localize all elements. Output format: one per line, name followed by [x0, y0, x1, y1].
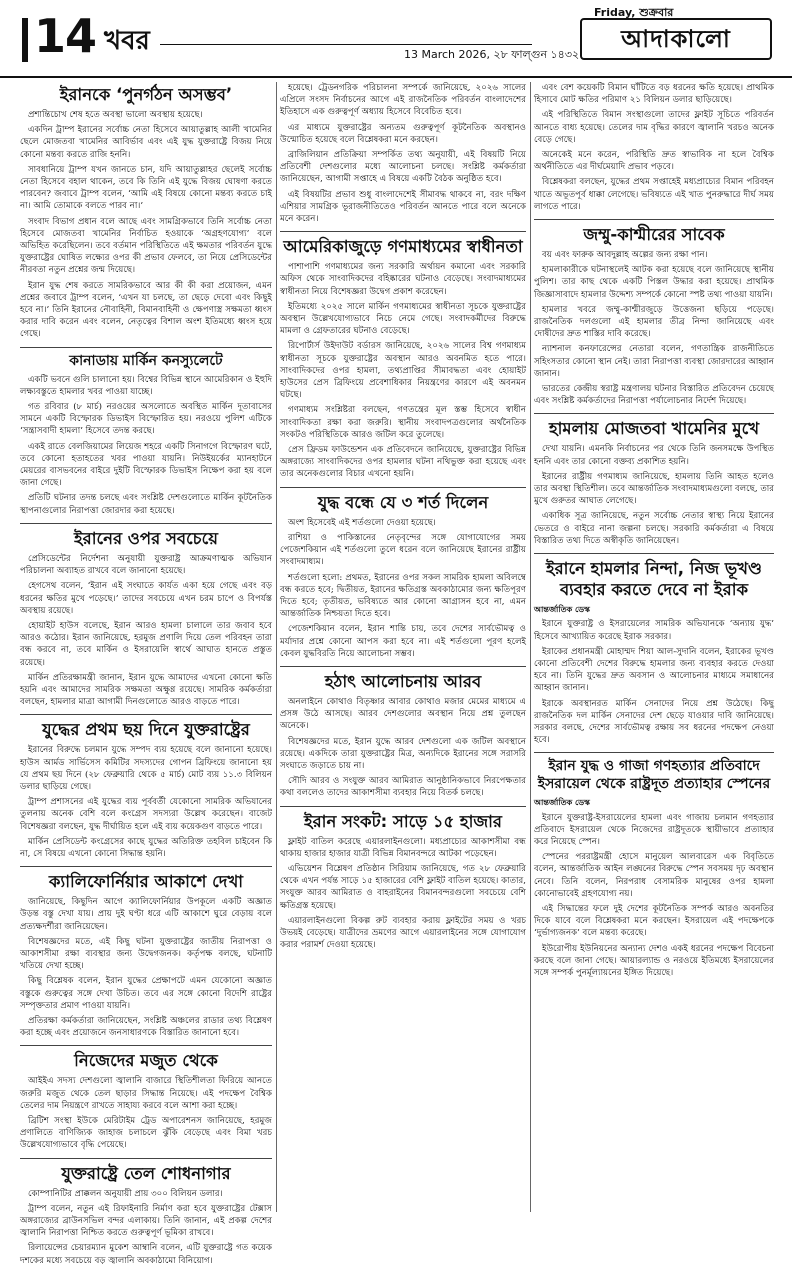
story-paragraph: আইইএ সদস্য দেশগুলো জ্বালানি বাজারে স্থিতিশীলতা ফিরিয়ে আনতে জরুরি মজুত থেকে তেল ছাড়ার সিদ্ধান্ত নিয়েছে। এই পদক্ষেপ বৈশ্বিক তেলের দাম নিয়ন্ত্রণে রাখতে সাহায্য করবে বলে আশা করা হচ্ছে।	[20, 1076, 272, 1111]
newspaper-logo	[580, 18, 772, 60]
news-story	[534, 553, 774, 746]
news-story	[20, 523, 272, 708]
logo-text: আদাকালো	[621, 25, 731, 53]
story-paragraph: ট্রাম্প বলেন, নতুন এই রিফাইনারি নির্মাণ করা হবে যুক্তরাষ্ট্রের টেক্সাস অঙ্গরাজ্যের ব্রাউনসভিল বন্দর এলাকায়। তিনি জানান, এই প্রকল্প দেশের জ্বালানি নিরাপত্তা নিশ্চিত করতে গুরুত্বপূর্ণ ভূমিকা রাখবে।	[20, 1203, 272, 1239]
story-paragraph: এভিয়েশন বিশ্লেষণ প্রতিষ্ঠান সিরিয়াম জানিয়েছে, গত ২৮ ফেব্রুয়ারি থেকে এখন পর্যন্ত সাড়ে ১৫ হাজারের বেশি ফ্লাইট বাতিল হয়েছে। কাতার, সংযুক্ত আরব আমিরাত ও বাহরাইনের বিমানবন্দরগুলো সবচেয়ে বেশি ক্ষতিগ্রস্ত হয়েছে।	[280, 863, 526, 911]
news-story	[280, 231, 526, 480]
story-paragraph: প্রশান্তিচোখ শেষ হতে অবস্থা ভালো অবস্থায় হয়েছে।	[28, 110, 203, 120]
story-paragraph: ন্যাশনাল কনফারেন্সের নেতারা বলেন, গণতান্ত্রিক রাজনীতিতে সহিংসতার কোনো স্থান নেই। তারা নিরাপত্তা ব্যবস্থা জোরদারের আহ্বান জানান।	[534, 344, 774, 379]
story-paragraph: হামলাকারীকে ঘটনাস্থলেই আটক করা হয়েছে বলে জানিয়েছে স্থানীয় পুলিশ। তার কাছ থেকে একটি পিস্তল উদ্ধার করা হয়েছে। প্রাথমিক জিজ্ঞাসাবাদে হামলার উদ্দেশ্য সম্পর্কে কোনো স্পষ্ট তথ্য পাওয়া যায়নি।	[534, 265, 774, 300]
news-story	[280, 806, 526, 952]
story-headline[interactable]: কানাডায় মার্কিন কনস্যুলেটে	[20, 347, 272, 370]
story-paragraph: এই পরিস্থিতিতে বিমান সংস্থাগুলো তাদের ফ্লাইট সূচিতে পরিবর্তন আনতে বাধ্য হয়েছে। তেলের দাম বৃদ্ধির কারণে জ্বালানি খরচও অনেক বেড়ে গেছে।	[534, 110, 774, 145]
story-paragraph: এই বিষয়টির প্রভাব শুধু বাংলাদেশেই সীমাবদ্ধ থাকবে না, বরং দক্ষিণ এশিয়ার সামগ্রিক ভূরাজনীতিতেও পরিবর্তন আনতে পারে বলে অনেকে মনে করেন।	[280, 189, 526, 225]
story-byline: আন্তর্জাতিক ডেস্ক	[534, 798, 590, 808]
story-paragraph: প্রতিটি ঘটনার তদন্ত চলছে এবং সংশ্লিষ্ট দেশগুলোতে মার্কিন কূটনৈতিক স্থাপনাগুলোর নিরাপত্তা জোরদার করা হয়েছে।	[20, 493, 272, 516]
story-paragraph: এই সিদ্ধান্তের ফলে দুই দেশের কূটনৈতিক সম্পর্ক আরও অবনতির দিকে যাবে বলে বিশ্লেষকরা মনে করছেন। ইসরায়েল এই পদক্ষেপকে ‘দুর্ভাগ্যজনক’ বলে মন্তব্য করেছে।	[534, 903, 774, 939]
story-paragraph: ইরানে যুক্তরাষ্ট্র-ইসরায়েলের হামলা এবং গাজায় চলমান গণহত্যার প্রতিবাদে ইসরায়েল থেকে নিজেদের রাষ্ট্রদূতকে স্থায়ীভাবে প্রত্যাহার করে নিয়েছে স্পেন।	[534, 812, 774, 847]
story-paragraph: ভারতের কেন্দ্রীয় স্বরাষ্ট্র মন্ত্রণালয় ঘটনার বিস্তারিত প্রতিবেদন চেয়েছে এবং সংশ্লিষ্ট কর্মকর্তাদের নিরাপত্তা পর্যালোচনার নির্দেশ দিয়েছে।	[534, 384, 774, 407]
column-2	[280, 82, 526, 1212]
section-name: খবর	[104, 26, 150, 56]
story-paragraph: হেগসেথ বলেন, ‘ইরান এই সংঘাতে কার্যত একা হয়ে গেছে এবং বড় ধরনের ক্ষতির মুখে পড়েছে।’ তাদের সবচেয়ে এখন চরম চাপে ও বিপর্যস্ত অবস্থায় রয়েছে।	[20, 581, 272, 616]
story-headline[interactable]: হঠাৎ আলোচনায় আরব	[280, 666, 526, 692]
dateline: 13 March 2026, ২৮ ফাল্গুন ১৪৩২	[404, 48, 580, 61]
story-paragraph: এয়ারলাইনগুলো বিকল্প রুট ব্যবহার করায় ফ্লাইটের সময় ও খরচ উভয়ই বেড়েছে। যাত্রীদের ভ্রমণের আগে এয়ারলাইনের সঙ্গে যোগাযোগ করার পরামর্শ দেওয়া হয়েছে।	[280, 915, 526, 951]
column-divider	[276, 82, 277, 1212]
story-paragraph: একাধিক সূত্র জানিয়েছে, নতুন সর্বোচ্চ নেতার স্বাস্থ্য নিয়ে ইরানের ভেতরে ও বাইরে নানা জল্পনা চলছে। সরকারি কর্মকর্তারা এ বিষয়ে বিস্তারিত তথ্য দিতে অস্বীকৃতি জানিয়েছেন।	[534, 511, 774, 546]
story-paragraph: একদিন ট্রাম্প ইরানের সর্বোচ্চ নেতা হিসেবে আয়াতুল্লাহ আলী খামেনির ছেলে মোজতবা খামেনির আবির্ভাব এবং এই যুদ্ধ যুক্তরাষ্ট্রে বিজয় নিয়ে কোনো মন্তব্য করতে রাজি হননি।	[20, 125, 272, 160]
story-paragraph: ট্রাম্প প্রশাসনের এই যুদ্ধের ব্যয় পূর্ববর্তী যেকোনো সামরিক অভিযানের তুলনায় অনেক বেশি বলে কংগ্রেস সদস্যরা উল্লেখ করেছেন। বাজেট বিশেষজ্ঞরা বলছেন, যুদ্ধ দীর্ঘায়িত হলে এই ব্যয় কয়েকগুণ বাড়তে পারে।	[20, 797, 272, 832]
news-story	[280, 82, 526, 225]
story-paragraph: ফ্লাইট বাতিল করেছে এয়ারলাইনগুলো। মধ্যপ্রাচ্যের আকাশসীমা বন্ধ থাকায় হাজার হাজার যাত্রী বিভিন্ন বিমানবন্দরে আটকা পড়েছেন।	[280, 836, 526, 859]
story-headline[interactable]: ইরানকে ‘পুনর্গঠন অসম্ভব’	[59, 85, 233, 104]
story-paragraph: স্পেনের পররাষ্ট্রমন্ত্রী হোসে মানুয়েল আলবারেস এক বিবৃতিতে বলেন, আন্তর্জাতিক আইন লঙ্ঘনের বিরুদ্ধে স্পেন সবসময় দৃঢ় অবস্থান নেবে। তিনি বলেন, নিরপরাধ বেসামরিক মানুষের ওপর হামলা কোনোভাবেই গ্রহণযোগ্য নয়।	[534, 852, 774, 899]
story-headline[interactable]: নিজেদের মজুত থেকে	[20, 1045, 272, 1071]
story-paragraph: প্রেস ফ্রিডম ফাউন্ডেশন এক প্রতিবেদনে জানিয়েছে, যুক্তরাষ্ট্রের বিভিন্ন অঙ্গরাজ্যে সাংবাদিকদের ওপর হামলার ঘটনা নথিভুক্ত করা হয়েছে এবং তার অনেকগুলোর বিচার এখনো হয়নি।	[280, 445, 526, 480]
story-paragraph: ইরাকের প্রধানমন্ত্রী মোহাম্মদ শিয়া আল-সুদানি বলেন, ইরাকের ভূখণ্ড কোনো প্রতিবেশী দেশের বিরুদ্ধে হামলার জন্য ব্যবহার করতে দেওয়া হবে না। তিনি যুদ্ধের দ্রুত অবসান ও আলোচনার মাধ্যমে সমাধানের আহ্বান জানান।	[534, 646, 774, 694]
story-paragraph: পেজেশকিয়ান বলেন, ইরান শান্তি চায়, তবে দেশের সার্বভৌমত্ব ও মর্যাদার প্রশ্নে কোনো আপস করা হবে না। এই শর্তগুলো পূরণ হলেই কেবল যুদ্ধবিরতি নিয়ে আলোচনা সম্ভব।	[280, 624, 526, 659]
story-headline[interactable]: যুদ্ধের প্রথম ছয় দিনে যুক্তরাষ্ট্রের	[20, 714, 272, 740]
story-headline[interactable]: যুক্তরাষ্ট্রে তেল শোধনাগার	[20, 1158, 272, 1184]
story-headline[interactable]: হামলায় মোজতবা খামেনির মুখে	[534, 413, 774, 439]
news-story	[20, 347, 272, 517]
story-headline[interactable]: ইরান যুদ্ধ ও গাজা গণহত্যার প্রতিবাদে ইসরায়েল থেকে রাষ্ট্রদূত প্রত্যাহার স্পেনের	[534, 752, 774, 793]
story-headline[interactable]: জম্মু-কাশ্মীরের সাবেক	[534, 219, 774, 245]
story-paragraph: ইরানের রাষ্ট্রীয় গণমাধ্যম জানিয়েছে, হামলায় তিনি আহত হলেও তার অবস্থা স্থিতিশীল। তবে আন্তর্জাতিক সংবাদমাধ্যমগুলো বলছে, তার মুখে গুরুতর আঘাত লেগেছে।	[534, 471, 774, 507]
story-paragraph: ইউরোপীয় ইউনিয়নের অন্যান্য দেশও একই ধরনের পদক্ষেপ বিবেচনা করছে বলে জানা গেছে। আয়ারল্যান্ড ও নরওয়ে ইতিমধ্যে ইসরায়েলের সঙ্গে সম্পর্ক পুনর্মূল্যায়নের ইঙ্গিত দিয়েছে।	[534, 943, 774, 978]
story-paragraph: ইরান যুদ্ধ শেষ করতে সামরিকভাবে আর কী কী করা প্রয়োজন, এমন প্রশ্নের জবাবে ট্রাম্প বলেন, ‘এখন যা চলছে, তা ছেড়ে দেবো এবং কিছুই হবে না।’ তিনি ইরানের নৌবাহিনী, বিমানবাহিনী ও ক্ষেপণাস্ত্র সক্ষমতা ধ্বংস করার দাবি করেন এবং বলেন, নেতৃত্বের বিশাল অংশ ইতিমধ্যে ধ্বংস হয়ে গেছে।	[20, 280, 272, 340]
news-story	[534, 752, 774, 979]
story-paragraph: হামলার খবরে জম্মু-কাশ্মীরজুড়ে উত্তেজনা ছড়িয়ে পড়েছে। রাজনৈতিক দলগুলো এই হামলার তীব্র নিন্দা জানিয়েছে এবং দোষীদের দ্রুত শাস্তির দাবি করেছে।	[534, 304, 774, 340]
story-paragraph: প্রেসিডেন্টের নির্দেশনা অনুযায়ী যুক্তরাষ্ট্র আক্রমণাত্মক অভিযান পরিচালনা অব্যাহত রাখবে বলে জানানো হয়েছে।	[20, 553, 272, 577]
page-number: 14	[34, 9, 97, 63]
story-paragraph: গণমাধ্যম সংশ্লিষ্টরা বলছেন, গণতন্ত্রের মূল স্তম্ভ হিসেবে স্বাধীন সাংবাদিকতা রক্ষা করা জরুরি। স্থানীয় সংবাদপত্রগুলোর অর্থনৈতিক সংকটও পরিস্থিতিকে আরও জটিল করে তুলেছে।	[280, 405, 526, 440]
page-number-bar	[22, 18, 28, 62]
story-paragraph: কোম্পানিটির প্রাক্কলন অনুযায়ী প্রায় ৩০০ বিলিয়ন ডলার।	[28, 1188, 223, 1199]
news-story	[20, 866, 272, 1039]
story-paragraph: শর্তগুলো হলো: প্রথমত, ইরানের ওপর সকল সামরিক হামলা অবিলম্বে বন্ধ করতে হবে; দ্বিতীয়ত, ইরানের ক্ষতিগ্রস্ত অবকাঠামোর জন্য ক্ষতিপূরণ দিতে হবে; তৃতীয়ত, ভবিষ্যতে আর কোনো আগ্রাসন হবে না, এমন আন্তর্জাতিক নিশ্চয়তা দিতে হবে।	[280, 572, 526, 620]
column-divider	[530, 82, 531, 1212]
column-3	[534, 82, 774, 1212]
masthead	[0, 0, 792, 78]
story-paragraph: জানিয়েছে, কিছুদিন আগে ক্যালিফোর্নিয়ার উপকূলে একটি অজ্ঞাত উড়ন্ত বস্তু দেখা যায়। প্রায় দুই ঘণ্টা ধরে এটি আকাশে ঘুরে বেড়ায় বলে প্রত্যক্ষদর্শীরা জানিয়েছেন।	[20, 897, 272, 932]
story-paragraph: ইরাকে অবস্থানরত মার্কিন সেনাদের নিয়ে প্রশ্ন উঠেছে। কিছু রাজনৈতিক দল মার্কিন সেনাদের দেশ ছেড়ে যাওয়ার দাবি জানিয়েছে। সরকার বলছে, দেশের সার্বভৌমত্ব রক্ষায় সব ধরনের পদক্ষেপ নেওয়া হবে।	[534, 698, 774, 746]
column-1	[20, 82, 272, 1266]
story-paragraph: বিশ্লেষকরা বলছেন, যুদ্ধের প্রথম সপ্তাহেই মধ্যপ্রাচ্যের বিমান পরিবহন খাতে অভূতপূর্ব ধাক্কা লেগেছে। ভবিষ্যতে এই খাত পুনরুদ্ধারে দীর্ঘ সময় লাগতে পারে।	[534, 177, 774, 212]
story-paragraph: রাশিয়া ও পাকিস্তানের নেতৃবৃন্দের সঙ্গে যোগাযোগের সময় পেজেশকিয়ান এই শর্তগুলো তুলে ধরেন বলে জানিয়েছে ইরানের রাষ্ট্রীয় সংবাদমাধ্যম।	[280, 532, 526, 568]
story-paragraph: একই রাতে বেলজিয়ামের লিয়েজ শহরে একটি সিনাগগে বিস্ফোরণ ঘটে, তবে কোনো হতাহতের খবর পাওয়া যায়নি। নিউইয়র্কের ম্যানহাটনে মেয়রের বাসভবনের বাইরে দুইটি বিস্ফোরক ডিভাইস নিক্ষেপ করা হয় বলে জানা গেছে।	[20, 441, 272, 489]
page-number-block	[22, 8, 96, 64]
story-paragraph: কিছু বিশ্লেষক বলেন, ইরান যুদ্ধের প্রেক্ষাপটে এমন যেকোনো অজ্ঞাত বস্তুকে গুরুত্বের সঙ্গে দেখা উচিত। তবে এর সঙ্গে কোনো বিদেশি রাষ্ট্রের সম্পৃক্ততার প্রমাণ পাওয়া যায়নি।	[20, 976, 272, 1011]
story-paragraph: সাবধানিয়ে ট্রাম্প যখন জানতে চান, যদি আয়াতুল্লাহর ছেলেই সর্বোচ্চ নেতা হিসেবে বহাল থাকেন, তবে কি তিনি এই যুদ্ধে বিজয় ঘোষণা করতে পারবেন? জবাবে ট্রাম্প বলেন, ‘আমি এই বিষয়ে কোনো মন্তব্য করতে চাই না। আমি তোমাকে বলতে পারব না।’	[20, 164, 272, 212]
story-paragraph: ব্রাজিলিয়ান প্রতিক্রিয়া সম্পর্কিত তথ্য অনুযায়ী, এই বিষয়টি নিয়ে প্রতিবেশী দেশগুলোর মধ্যে আলোচনা চলছে। সংশ্লিষ্ট কর্মকর্তারা জানিয়েছেন, আগামী সপ্তাহে এ বিষয়ে একটি বৈঠক অনুষ্ঠিত হবে।	[280, 150, 526, 185]
story-paragraph: ইতিমধ্যে ২০২৫ সালে মার্কিন গণমাধ্যমের স্বাধীনতা সূচকে যুক্তরাষ্ট্রের অবস্থান উল্লেখযোগ্যভাবে নিচে নেমে গেছে। সংবাদকর্মীদের বিরুদ্ধে মামলা ও গ্রেফতারের ঘটনাও বেড়েছে।	[280, 301, 526, 337]
news-story	[20, 714, 272, 860]
story-paragraph: একটি ভবনে গুলি চালানো হয়। বিশ্বের বিভিন্ন স্থানে আমেরিকান ও ইহুদি লক্ষ্যবস্তুতে হামলার খবর পাওয়া যাচ্ছে।	[20, 374, 272, 397]
story-paragraph: অনেকেই মনে করেন, পরিস্থিতি দ্রুত স্বাভাবিক না হলে বৈশ্বিক অর্থনীতিতে এর দীর্ঘমেয়াদি প্রভাব পড়বে।	[534, 150, 774, 173]
story-headline[interactable]: ইরানে হামলার নিন্দা, নিজ ভূখণ্ড ব্যবহার করতে দেবে না ইরাক	[534, 553, 774, 600]
story-paragraph: মার্কিন প্রতিরক্ষামন্ত্রী জানান, ইরান যুদ্ধে আমাদের এখনো কোনো ক্ষতি হয়নি এবং আমাদের সামরিক সক্ষমতা অক্ষুণ্ণ রয়েছে। সামরিক কর্মকর্তারা বলছেন, হামলার মাত্রা আগামী দিনগুলোতে আরও বাড়তে পারে।	[20, 672, 272, 708]
story-paragraph: বিশেষজ্ঞদের মতে, এই কিছু ঘটনা যুক্তরাষ্ট্রের জাতীয় নিরাপত্তা ও আকাশসীমা রক্ষা ব্যবস্থার জন্য উদ্বেগজনক। কর্তৃপক্ষ বলছে, ঘটনাটি খতিয়ে দেখা হচ্ছে।	[20, 936, 272, 972]
story-paragraph: গত রবিবার (৮ মার্চ) নরওয়ের অসলোতে অবস্থিত মার্কিন দূতাবাসের সামনে একটি বিস্ফোরক ডিভাইস বিস্ফোরিত হয়। নরওয়ে পুলিশ এটিকে ‘সন্ত্রাসবাদী হামলা’ হিসেবে তদন্ত করছে।	[20, 402, 272, 437]
story-headline[interactable]: ইরান সংকট: সাড়ে ১৫ হাজার	[280, 806, 526, 832]
news-story	[20, 1158, 272, 1267]
story-paragraph: হয়েছে। ট্রেডনগরিক পরিচালনা সম্পর্কে জানিয়েছে, ২০২৬ সালের এপ্রিলে সংসদ নির্বাচনের আগে এই রাজনৈতিক পরিবর্তন বাংলাদেশের ইতিহাসে এক গুরুত্বপূর্ণ অধ্যায় হিসেবে বিবেচিত হবে।	[280, 83, 526, 118]
news-story	[534, 82, 774, 213]
story-paragraph: অনলাইনে কোথাও বিতৃষ্ণার আবার কোথাও মজার মেমের মাধ্যমে এ প্রসঙ্গ উঠে আসছে। আরব দেশগুলোর অবস্থান নিয়ে প্রশ্ন তুলছেন অনেকে।	[280, 696, 526, 732]
story-paragraph: দেখা যায়নি। এমনকি নির্বাচনের পর থেকে তিনি জনসমক্ষে উপস্থিত হননি এবং তার কোনো বক্তব্য প্রকাশিত হয়নি।	[534, 444, 774, 467]
news-story	[280, 666, 526, 800]
story-paragraph: প্রতিরক্ষা কর্মকর্তারা জানিয়েছেন, সংশ্লিষ্ট অঞ্চলের রাডার তথ্য বিশ্লেষণ করা হচ্ছে এবং প্রয়োজনে জনসাধারণকে বিস্তারিত জানানো হবে।	[20, 1015, 272, 1039]
story-paragraph: পাশাপাশি গণমাধ্যমের জন্য সরকারি অর্থায়ন কমানো এবং সরকারি অফিস থেকে সাংবাদিকদের বহিষ্কারের ঘটনাও বেড়েছে। সংবাদমাধ্যমের স্বাধীনতা নিয়ে বিশেষজ্ঞরা উদ্বেগ প্রকাশ করেছেন।	[280, 262, 526, 297]
story-paragraph: সংবাদ বিভাগ প্রধান বলে আছে এবং সামগ্রিকভাবে তিনি সর্বোচ্চ নেতা হিসেবে মোজতবা খামেনির নির্বাচিত হওয়াকে ‘অগ্রহণযোগ্য’ বলে অভিহিত করেছিলেন। তবে বর্তমান পরিস্থিতিতে এই ক্ষমতার পরিবর্তন যুদ্ধে যুক্তরাষ্ট্রের ঘোষিত লক্ষ্যের ওপর কী প্রভাব ফেলবে, তা নিয়ে প্রেসিডেন্টের নীরবতা নতুন প্রশ্নের জন্ম দিয়েছে।	[20, 216, 272, 276]
story-paragraph: অংশ হিসেবেই এই শর্তগুলো দেওয়া হয়েছে।	[288, 517, 436, 528]
header-rule	[160, 44, 532, 45]
story-paragraph: বয় এবং ফারুক আবদুল্লাহ অল্পের জন্য রক্ষা পান।	[542, 250, 708, 261]
story-paragraph: মার্কিন প্রেসিডেন্ট কংগ্রেসের কাছে যুদ্ধের অতিরিক্ত তহবিল চাইবেন কি না, সে বিষয়ে এখনো কোনো সিদ্ধান্ত হয়নি।	[20, 836, 272, 859]
news-story	[20, 84, 272, 341]
story-paragraph: হোয়াইট হাউস বলেছে, ইরান আরও হামলা চালালে তার জবাব হবে আরও কঠোর। ইরান জানিয়েছে, হরমুজ প্রণালি দিয়ে তেল পরিবহন তারা বন্ধ করবে না, তবে মার্কিন ও ইসরায়েলি স্বার্থে আঘাত হানতে প্রস্তুত রয়েছে।	[20, 620, 272, 668]
story-headline[interactable]: যুদ্ধ বন্ধে যে ৩ শর্ত দিলেন	[280, 487, 526, 513]
news-story	[280, 487, 526, 660]
story-paragraph: ইরানে যুক্তরাষ্ট্র ও ইসরায়েলের সামরিক অভিযানকে ‘অন্যায় যুদ্ধ’ হিসেবে আখ্যায়িত করেছে ইরাক সরকার।	[534, 619, 774, 642]
story-paragraph: রিলায়েন্সের চেয়ারম্যান মুকেশ আম্বানি বলেন, এটি যুক্তরাষ্ট্রে গত কয়েক দশকের মধ্যে সবচেয়ে বড় জ্বালানি অবকাঠামো বিনিয়োগ।	[20, 1243, 272, 1266]
story-paragraph: বিশেষজ্ঞদের মতে, ইরান যুদ্ধে আরব দেশগুলো এক জটিল অবস্থানে রয়েছে। একদিকে তারা যুক্তরাষ্ট্রের মিত্র, অন্যদিকে ইরানের সঙ্গে সরাসরি সংঘাতে জড়াতে চায় না।	[280, 736, 526, 771]
day-label: Friday, শুক্রবার	[594, 6, 674, 19]
news-story	[534, 219, 774, 407]
story-paragraph: ব্রিটিশ সংস্থা ইউকে মেরিটাইম ট্রেড অপারেশনস জানিয়েছে, হরমুজ প্রণালিতে বাণিজ্যিক জাহাজ চলাচলে ঝুঁকি বেড়েছে এবং বিমা খরচ উল্লেখযোগ্যভাবে বৃদ্ধি পেয়েছে।	[20, 1116, 272, 1151]
story-paragraph: সৌদি আরব ও সংযুক্ত আরব আমিরাত আনুষ্ঠানিকভাবে নিরপেক্ষতার কথা বললেও তাদের আকাশসীমা ব্যবহার নিয়ে বিতর্ক চলছে।	[280, 776, 526, 799]
news-story	[534, 413, 774, 547]
news-story	[20, 1045, 272, 1151]
story-headline[interactable]: ইরানের ওপর সবচেয়ে	[20, 523, 272, 549]
story-byline: আন্তর্জাতিক ডেস্ক	[534, 605, 590, 615]
story-paragraph: ইরানের বিরুদ্ধে চলমান যুদ্ধে সম্পদ ব্যয় হয়েছে বলে জানানো হয়েছে। হাউস আর্মড সার্ভিসেস কমিটির সদস্যদের গোপন ব্রিফিংয়ে জানানো হয় যে প্রথম ছয় দিনে (২৮ ফেব্রুয়ারি থেকে ৫ মার্চ) মোট ব্যয় ১১.৩ বিলিয়ন ডলার ছাড়িয়ে গেছে।	[20, 745, 272, 792]
story-headline[interactable]: আমেরিকাজুড়ে গণমাধ্যমের স্বাধীনতা	[280, 231, 526, 257]
story-paragraph: এবং বেশ কয়েকটি বিমান ঘাঁটিতে বড় ধরনের ক্ষতি হয়েছে। প্রাথমিক হিসাবে মোট ক্ষতির পরিমাণ ২১ বিলিয়ন ডলার ছাড়িয়েছে।	[534, 83, 774, 106]
story-paragraph: রিপোর্টার্স উইদাউট বর্ডারস জানিয়েছে, ২০২৬ সালের বিশ্ব গণমাধ্যম স্বাধীনতা সূচকে যুক্তরাষ্ট্রের অবস্থান আরও অবনমিত হতে পারে। সাংবাদিকদের ওপর হামলা, তথ্যপ্রাপ্তির সীমাবদ্ধতা এবং হোয়াইট হাউসের প্রেস ব্রিফিংয়ে প্রবেশাধিকার নিয়ন্ত্রণের কারণে এই অবনমন ঘটছে।	[280, 341, 526, 401]
story-headline[interactable]: ক্যালিফোর্নিয়ার আকাশে দেখা	[20, 866, 272, 892]
story-paragraph: এর মাধ্যমে যুক্তরাষ্ট্রের অন্যতম গুরুত্বপূর্ণ কূটনৈতিক অবস্থানও উন্মোচিত হয়েছে বলে বিশ্লেষকরা মনে করছেন।	[280, 122, 526, 145]
